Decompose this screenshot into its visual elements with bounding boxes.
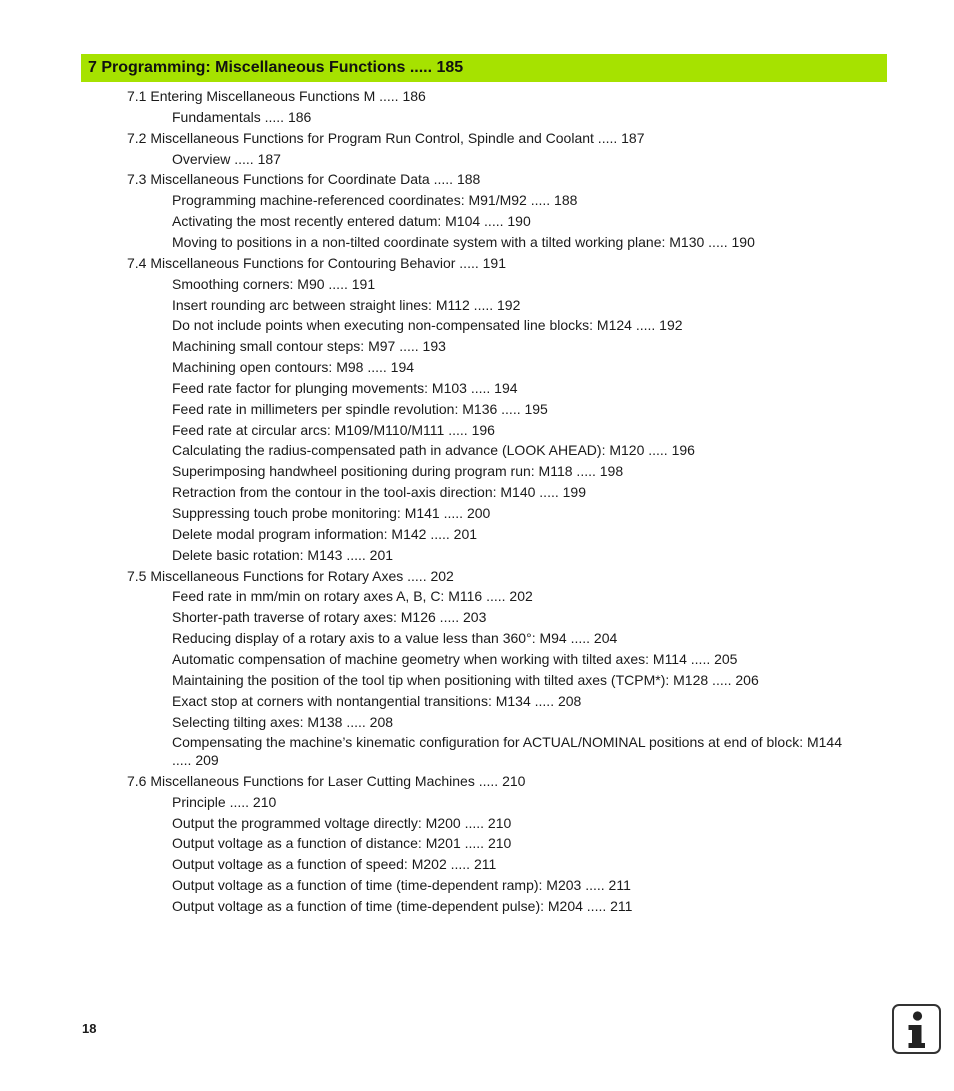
toc-entry[interactable]: Maintaining the position of the tool tip when positioning with tilted axes (TCPM*): M128 ..... 206: [172, 672, 759, 688]
toc-entry[interactable]: Delete modal program information: M142 ..... 201: [172, 526, 478, 542]
toc-section[interactable]: 7.5 Miscellaneous Functions for Rotary Axes ..... 202: [127, 568, 454, 584]
toc-entry[interactable]: Reducing display of a rotary axis to a value less than 360°: M94 ..... 204: [172, 630, 618, 646]
toc-section[interactable]: 7.4 Miscellaneous Functions for Contouring Behavior ..... 191: [127, 255, 506, 271]
toc-entry[interactable]: Suppressing touch probe monitoring: M141 ..... 200: [172, 505, 491, 521]
toc-entry[interactable]: Shorter-path traverse of rotary axes: M126 ..... 203: [172, 609, 487, 625]
toc-entry[interactable]: Do not include points when executing non-compensated line blocks: M124 ..... 192: [172, 317, 683, 333]
toc-entry[interactable]: Output the programmed voltage directly: M200 ..... 210: [172, 815, 512, 831]
page-number: 18: [82, 1021, 97, 1036]
toc-entry[interactable]: Insert rounding arc between straight lines: M112 ..... 192: [172, 297, 521, 313]
toc-entry[interactable]: Retraction from the contour in the tool-axis direction: M140 ..... 199: [172, 484, 586, 500]
toc-entry[interactable]: Smoothing corners: M90 ..... 191: [172, 276, 376, 292]
toc-entry[interactable]: Moving to positions in a non-tilted coordinate system with a tilted working plane: M130 ..... 190: [172, 234, 755, 250]
toc-entry[interactable]: Output voltage as a function of time (time-dependent pulse): M204 ..... 211: [172, 898, 633, 914]
toc-entry[interactable]: Fundamentals ..... 186: [172, 109, 312, 125]
chapter-heading-bar: [81, 54, 887, 82]
toc-entry[interactable]: Principle ..... 210: [172, 794, 277, 810]
toc-section[interactable]: 7.6 Miscellaneous Functions for Laser Cutting Machines ..... 210: [127, 773, 526, 789]
toc-entry[interactable]: Delete basic rotation: M143 ..... 201: [172, 547, 394, 563]
info-glyph: [894, 1006, 939, 1052]
toc-section[interactable]: 7.1 Entering Miscellaneous Functions M ..... 186: [127, 88, 426, 104]
toc-entry[interactable]: Machining small contour steps: M97 ..... 193: [172, 338, 446, 354]
toc-entry[interactable]: Feed rate in millimeters per spindle revolution: M136 ..... 195: [172, 401, 548, 417]
toc-entry[interactable]: Machining open contours: M98 ..... 194: [172, 359, 415, 375]
chapter-title[interactable]: 7 Programming: Miscellaneous Functions ..... 185: [88, 59, 464, 76]
toc-entry[interactable]: Overview ..... 187: [172, 151, 281, 167]
toc-entry[interactable]: Calculating the radius-compensated path in advance (LOOK AHEAD): M120 ..... 196: [172, 442, 695, 458]
toc-entry[interactable]: Feed rate factor for plunging movements: M103 ..... 194: [172, 380, 518, 396]
toc-entry[interactable]: Superimposing handwheel positioning during program run: M118 ..... 198: [172, 463, 624, 479]
toc-entry[interactable]: Exact stop at corners with nontangential transitions: M134 ..... 208: [172, 693, 582, 709]
toc-entry[interactable]: Output voltage as a function of time (time-dependent ramp): M203 ..... 211: [172, 877, 631, 893]
toc-entry[interactable]: Output voltage as a function of distance: M201 ..... 210: [172, 835, 512, 851]
toc-entry[interactable]: Feed rate at circular arcs: M109/M110/M111 ..... 196: [172, 422, 495, 438]
toc-entry[interactable]: Feed rate in mm/min on rotary axes A, B, C: M116 ..... 202: [172, 588, 533, 604]
toc-entry[interactable]: Automatic compensation of machine geometry when working with tilted axes: M114 ..... 205: [172, 651, 738, 667]
toc-section[interactable]: 7.3 Miscellaneous Functions for Coordinate Data ..... 188: [127, 171, 481, 187]
toc-entry[interactable]: Activating the most recently entered datum: M104 ..... 190: [172, 213, 531, 229]
toc-entry[interactable]: Programming machine-referenced coordinates: M91/M92 ..... 188: [172, 192, 578, 208]
toc-section[interactable]: 7.2 Miscellaneous Functions for Program Run Control, Spindle and Coolant ..... 187: [127, 130, 645, 146]
info-icon: [892, 1004, 941, 1054]
toc-entry[interactable]: Selecting tilting axes: M138 ..... 208: [172, 714, 394, 730]
toc-entry[interactable]: Compensating the machine’s kinematic configuration for ACTUAL/NOMINAL positions at end of block: M144 ..... 209: [172, 734, 842, 768]
toc-entry[interactable]: Output voltage as a function of speed: M202 ..... 211: [172, 856, 497, 872]
